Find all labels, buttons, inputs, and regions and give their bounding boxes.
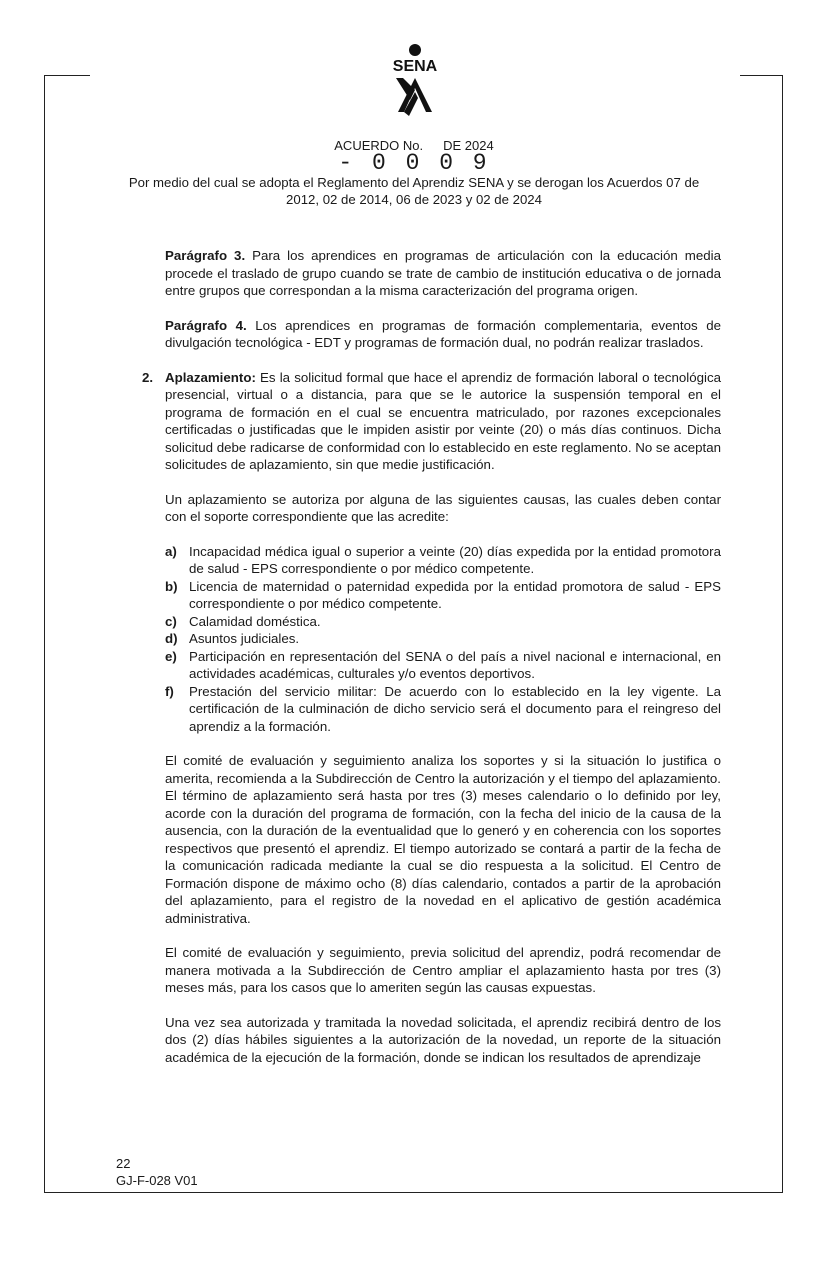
list-item-text: Prestación del servicio militar: De acuerdo con lo establecido en la ley vigente. La certificación de la culminación de dicho servicio será el documento para el reingreso del aprendiz a la formación. [189,683,721,734]
list-item-letter: f) [165,683,174,699]
paragraph-4-text: Los aprendices en programas de formación complementaria, eventos de divulgación tecnológica - EDT y programas de formación dual, no podrán realizar traslados. [165,317,721,350]
page-border-left [44,75,45,1193]
page-border-top-right [740,75,783,76]
acuerdo-label: ACUERDO No. [334,138,424,153]
subtitle-line-1: Por medio del cual se adopta el Reglamento del Aprendiz SENA y se derogan los Acuerdos 07 de [128,175,700,190]
page-border-top-left [44,75,90,76]
sena-logo-icon [378,40,452,118]
list-item-letter: c) [165,613,177,629]
item-2-text: Es la solicitud formal que hace el aprendiz de formación laboral o tecnológica presencial, virtual o a distancia, para que se le autorice la suspensión temporal en el programa de formación en el cual se encuentra matriculado, por razones excepcionales certificadas o justificadas que le impiden asistir por veinte (20) o más días continuos. Dicha solicitud debe radicarse de conformidad con lo establecido en este reglamento. No se aceptan solicitudes de aplazamiento, sin que medie justificación. [165,369,721,472]
committee-paragraph: El comité de evaluación y seguimiento analiza los soportes y si la situación lo justifica o amerita, recomienda a la Subdirección de Centro la autorización y el tiempo del aplazamiento. El término de aplazamiento será hasta por tres (3) meses calendario o lo definido por ley, acorde con la duración del programa de formación, con la fecha del inicio de la causa de la ausencia, con la duración de la eventualidad que lo generó y en coherencia con los soportes respectivos que presentó el aprendiz. El tiempo autorizado se contará a partir de la fecha de la comunicación radicada mediante la cual se dio respuesta a la solicitud. El Centro de Formación dispone de máximo ocho (8) días calendario, contados a partir de la aprobación del aplazamiento, para el registro de la novedad en el aplicativo de gestión académica administrativa. [165,753,721,926]
list-item-letter: e) [165,648,177,664]
list-item-text: Incapacidad médica igual o superior a veinte (20) días expedida por la entidad promotora de salud - EPS correspondiente o por médico competente. [189,543,721,576]
list-item-text: Participación en representación del SENA o del país a nivel nacional e internacional, en actividades académicas, culturales y/o eventos deportivos. [189,648,721,681]
causes-list [139,543,721,736]
page-border-bottom [44,1192,783,1193]
item-2-number: 2. [142,369,154,385]
page-border-right [782,75,783,1193]
causes-intro: Un aplazamiento se autoriza por alguna de las siguientes causas, las cuales deben contar con el soporte correspondiente que las acredite: [165,491,721,524]
document-code: GJ-F-028 V01 [116,1173,198,1188]
paragraph-4 [139,317,721,352]
page-footer [116,1155,198,1189]
list-item-letter: b) [165,578,178,594]
acuerdo-number: - 0 0 0 9 [338,150,490,176]
extension-paragraph: El comité de evaluación y seguimiento, previa solicitud del aprendiz, podrá recomendar de manera motivada a la Subdirección de Centro ampliar el aplazamiento hasta por tres (3) meses más, para los casos que lo ameriten según las causas expuestas. [165,945,721,995]
subtitle-line-2: 2012, 02 de 2014, 06 de 2023 y 02 de 2024 [286,192,542,207]
page-number: 22 [116,1156,131,1171]
logo-text: SENA [392,58,438,75]
list-item [165,543,721,578]
final-paragraph: Una vez sea autorizada y tramitada la novedad solicitada, el aprendiz recibirá dentro de los dos (2) días hábiles siguientes a la autorización de la novedad, un reporte de la situación académica de la ejecución de la formación, donde se indican los resultados de aprendizaje [165,1014,721,1065]
document-body [139,247,721,1066]
paragraph-4-label: Parágrafo 4. [165,317,247,333]
paragraph-3-label: Parágrafo 3. [165,248,246,263]
list-item-text: Asuntos judiciales. [189,631,300,646]
acuerdo-year: DE 2024 [443,138,494,153]
list-item [165,578,721,613]
document-header [60,138,768,208]
list-item-text: Licencia de maternidad o paternidad expedida por la entidad promotora de salud - EPS correspondiente o por médico competente. [189,578,721,611]
list-item [165,613,721,631]
list-item-text: Calamidad doméstica. [189,613,321,629]
list-item [165,630,721,648]
paragraph-3 [139,247,721,300]
item-2-aplazamiento [139,369,721,474]
list-item [165,648,721,683]
paragraph-3-text: Para los aprendices en programas de articulación con la educación media procede el traslado de grupo cuando se trate de cambio de institución educativa o de jornada entre grupos que correspondan a la misma caracterización del programa origen. [165,248,721,298]
document-subtitle [60,174,768,208]
list-item-letter: d) [165,631,178,646]
list-item [165,683,721,736]
list-item-letter: a) [165,543,177,559]
item-2-label: Aplazamiento: [165,369,256,385]
